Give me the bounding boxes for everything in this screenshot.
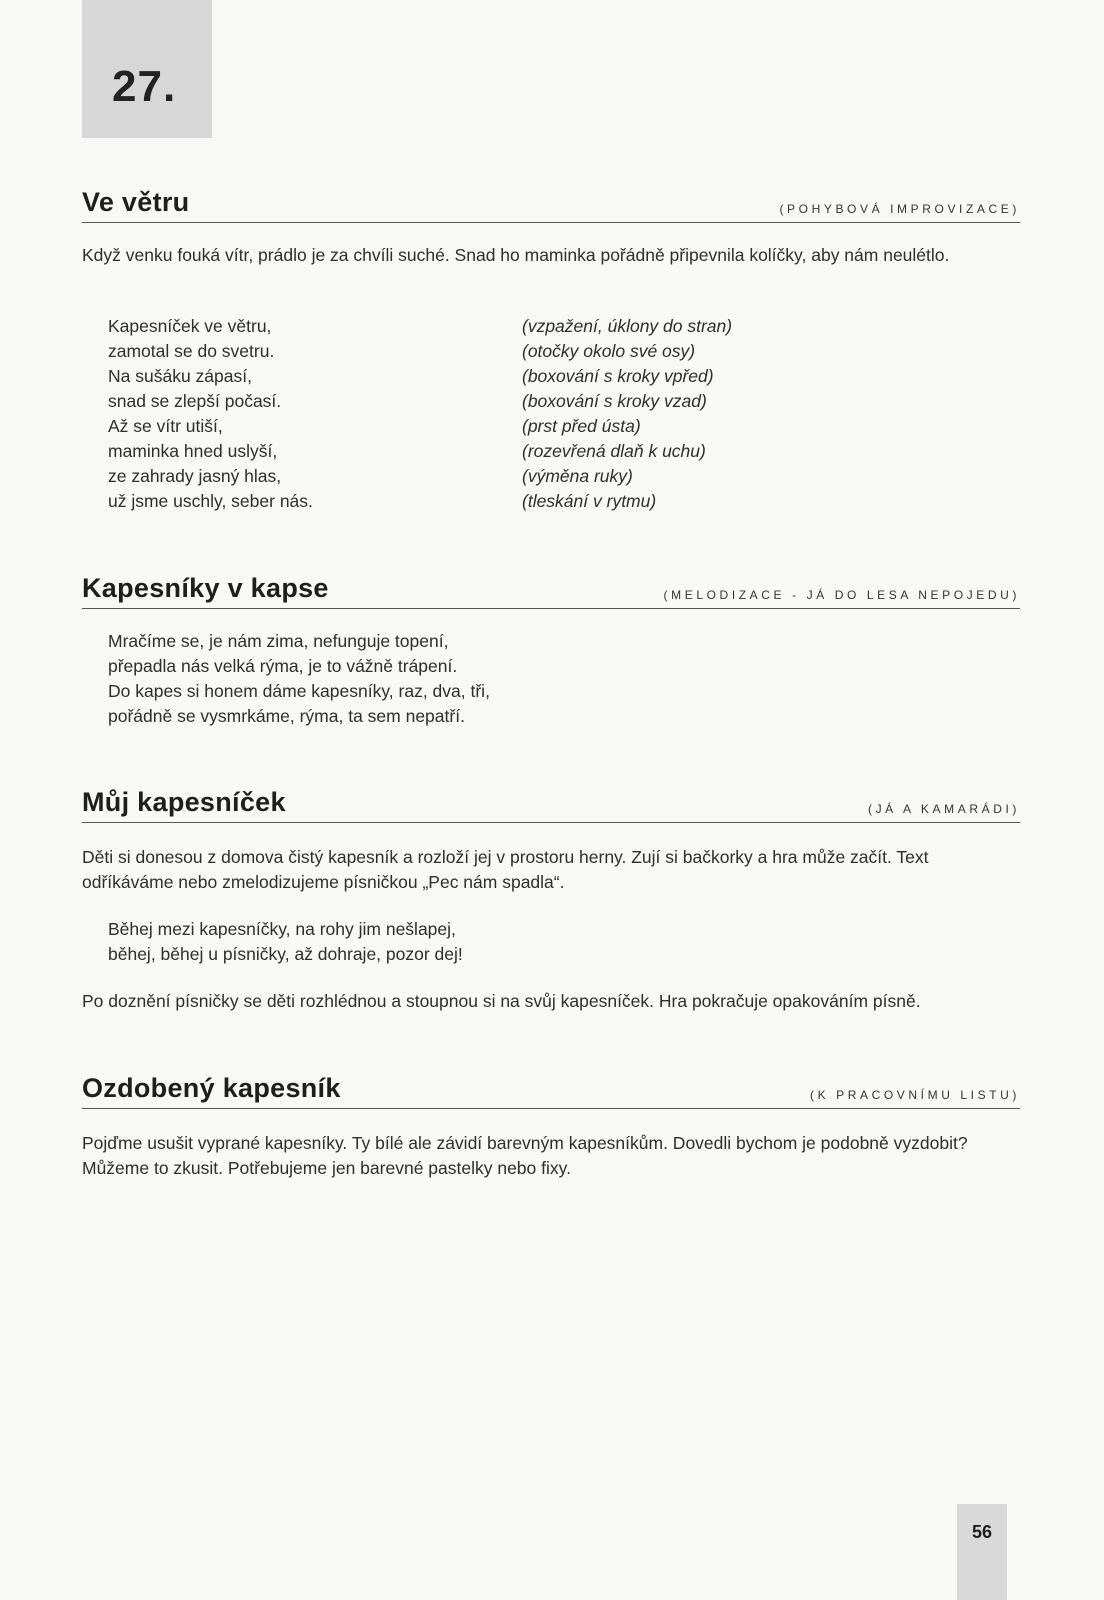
section-header xyxy=(82,564,1020,609)
movement-instructions xyxy=(522,314,732,514)
section-tag: (JÁ A KAMARÁDI) xyxy=(867,802,1020,816)
section-tag: (MELODIZACE - JÁ DO LESA NEPOJEDU) xyxy=(663,588,1020,602)
poem-verses xyxy=(108,314,313,514)
movement-instruction: (vzpažení, úklony do stran) xyxy=(522,316,733,336)
section-title: Ozdobený kapesník xyxy=(82,1073,341,1103)
verse-line: už jsme uschly, seber nás. xyxy=(108,491,313,511)
verse-line: přepadla nás velká rýma, je to vážně trápení. xyxy=(108,656,458,676)
movement-instruction: (otočky okolo své osy) xyxy=(522,341,696,361)
section-header xyxy=(82,178,1020,223)
song-verses xyxy=(82,917,1020,967)
song-verses xyxy=(82,629,1020,729)
section-intro: Když venku fouká vítr, prádlo je za chvíli suché. Snad ho maminka pořádně připevnila kolíčky, aby nám neulétlo. xyxy=(82,245,950,265)
verse-line: Běhej mezi kapesníčky, na rohy jim nešlapej, xyxy=(108,919,456,939)
verse-line: Až se vítr utiší, xyxy=(108,416,223,436)
page-number: 56 xyxy=(971,1522,993,1542)
section-ozdobeny-kapesnik xyxy=(82,1064,1020,1181)
section-header xyxy=(82,1064,1020,1109)
verse-line: ze zahrady jasný hlas, xyxy=(108,466,282,486)
section-kapesniky-v-kapse xyxy=(82,564,1020,729)
page-number-tab xyxy=(957,1504,1007,1600)
lesson-tab xyxy=(82,0,212,138)
movement-instruction: (boxování s kroky vzad) xyxy=(522,391,707,411)
lesson-number: 27. xyxy=(112,62,177,111)
section-header xyxy=(82,778,1020,823)
section-title: Ve větru xyxy=(82,187,190,217)
section-tag: (POHYBOVÁ IMPROVIZACE) xyxy=(779,202,1020,216)
verse-line: zamotal se do svetru. xyxy=(108,341,275,361)
section-muj-kapesnicek xyxy=(82,778,1020,1014)
section-title: Můj kapesníček xyxy=(82,787,286,817)
verse-line: pořádně se vysmrkáme, rýma, ta sem nepatří. xyxy=(108,706,465,726)
movement-instruction: (prst před ústa) xyxy=(522,416,641,436)
verse-line: snad se zlepší počasí. xyxy=(108,391,282,411)
movement-instruction: (tleskání v rytmu) xyxy=(522,491,657,511)
section-outro: Po doznění písničky se děti rozhlédnou a stoupnou si na svůj kapesníček. Hra pokračuje opakováním písně. xyxy=(82,991,921,1011)
verse-line: běhej, běhej u písničky, až dohraje, pozor dej! xyxy=(108,944,463,964)
section-intro: Pojďme usušit vyprané kapesníky. Ty bílé ale závidí barevným kapesníkům. Dovedli bychom je podobně vyzdobit? Můžeme to zkusit. Potřebujeme jen barevné pastelky nebo fixy. xyxy=(82,1133,968,1178)
movement-instruction: (rozevřená dlaň k uchu) xyxy=(522,441,706,461)
movement-instruction: (boxování s kroky vpřed) xyxy=(522,366,714,386)
verse-line: Do kapes si honem dáme kapesníky, raz, dva, tři, xyxy=(108,681,490,701)
section-tag: (K PRACOVNÍMU LISTU) xyxy=(809,1088,1020,1102)
section-intro: Děti si donesou z domova čistý kapesník a rozloží jej v prostoru herny. Zují si bačkorky a hra může začít. Text odříkáváme nebo zmelodizujeme písničkou „Pec nám spadla“. xyxy=(82,847,929,892)
verse-line: Na sušáku zápasí, xyxy=(108,366,252,386)
movement-instruction: (výměna ruky) xyxy=(522,466,633,486)
verse-line: maminka hned uslyší, xyxy=(108,441,278,461)
section-title: Kapesníky v kapse xyxy=(82,573,329,603)
section-ve-vetru xyxy=(82,178,1020,511)
verse-line: Kapesníček ve větru, xyxy=(108,316,272,336)
verse-line: Mračíme se, je nám zima, nefunguje topení, xyxy=(108,631,449,651)
